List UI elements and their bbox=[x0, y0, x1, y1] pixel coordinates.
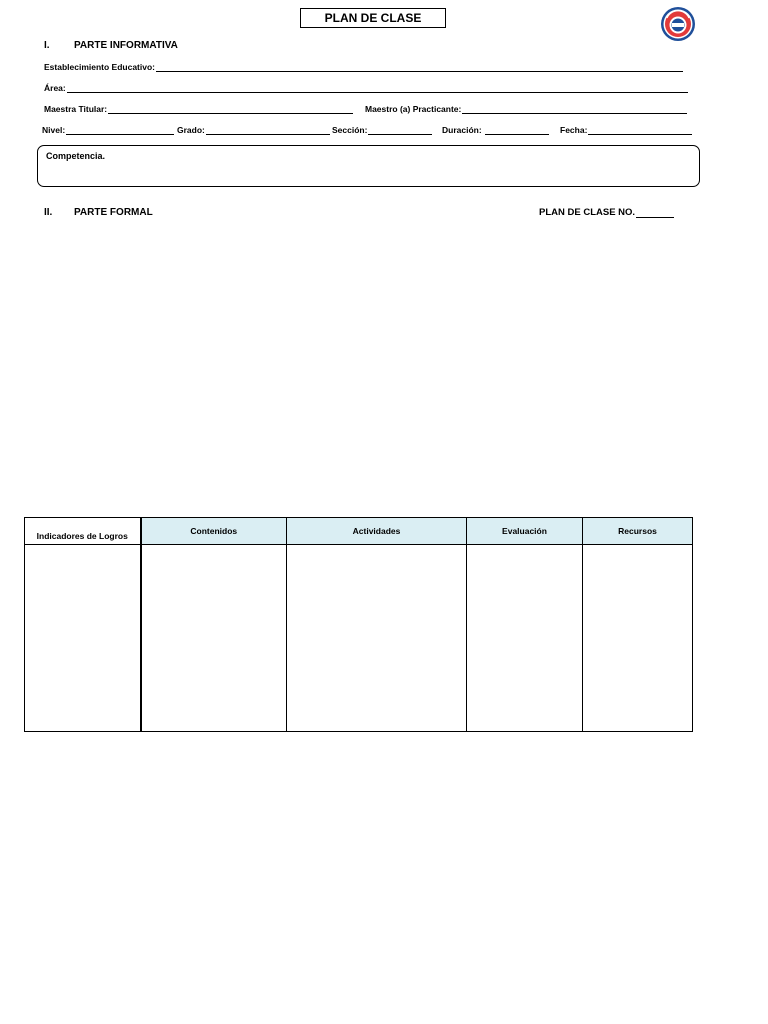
col-header-contenidos: Contenidos bbox=[141, 518, 287, 545]
field-establecimiento bbox=[44, 62, 683, 72]
cell-evaluacion[interactable] bbox=[467, 545, 583, 732]
col-header-indicadores: Indicadores de Logros bbox=[25, 518, 141, 545]
section-numeral-2: II. bbox=[44, 207, 53, 218]
field-seccion-label: Sección: bbox=[332, 125, 368, 135]
field-establecimiento-line[interactable] bbox=[156, 63, 683, 72]
field-nivel-label: Nivel: bbox=[42, 125, 66, 135]
field-maestra-titular bbox=[44, 104, 353, 114]
competencia-box[interactable] bbox=[37, 145, 700, 187]
plan-number-line[interactable] bbox=[636, 207, 674, 218]
field-maestro-practicante-label: Maestro (a) Practicante: bbox=[365, 104, 462, 114]
plan-table-header-row bbox=[25, 518, 693, 545]
cell-actividades[interactable] bbox=[287, 545, 467, 732]
col-header-recursos: Recursos bbox=[583, 518, 693, 545]
col-header-actividades: Actividades bbox=[287, 518, 467, 545]
competencia-label: Competencia. bbox=[46, 151, 106, 161]
field-nivel-line[interactable] bbox=[66, 126, 174, 135]
field-area-label: Área: bbox=[44, 83, 66, 93]
page-title: PLAN DE CLASE bbox=[300, 8, 446, 28]
field-grado-line[interactable] bbox=[206, 126, 330, 135]
field-grado bbox=[177, 125, 330, 135]
field-nivel bbox=[42, 125, 174, 135]
field-fecha bbox=[560, 125, 692, 135]
col-header-evaluacion: Evaluación bbox=[467, 518, 583, 545]
section-heading-informativa: PARTE INFORMATIVA bbox=[74, 40, 178, 51]
field-fecha-label: Fecha: bbox=[560, 125, 588, 135]
table-row bbox=[25, 545, 693, 732]
field-duracion-line[interactable] bbox=[485, 126, 549, 135]
school-seal-icon bbox=[660, 6, 696, 42]
field-area-line[interactable] bbox=[67, 84, 688, 93]
field-maestro-practicante bbox=[365, 104, 687, 114]
cell-indicadores[interactable] bbox=[25, 545, 141, 732]
cell-recursos[interactable] bbox=[583, 545, 693, 732]
field-maestra-titular-line[interactable] bbox=[108, 105, 353, 114]
field-area bbox=[44, 83, 688, 93]
section-numeral-1: I. bbox=[44, 40, 50, 51]
field-maestra-titular-label: Maestra Titular: bbox=[44, 104, 108, 114]
field-duracion-label: Duración: bbox=[442, 125, 482, 135]
plan-table bbox=[24, 517, 693, 732]
field-maestro-practicante-line[interactable] bbox=[462, 105, 687, 114]
field-seccion-line[interactable] bbox=[368, 126, 432, 135]
field-duracion bbox=[442, 125, 549, 135]
field-establecimiento-label: Establecimiento Educativo: bbox=[44, 62, 155, 72]
section-heading-formal: PARTE FORMAL bbox=[74, 207, 153, 218]
cell-contenidos[interactable] bbox=[141, 545, 287, 732]
plan-number-label: PLAN DE CLASE NO. bbox=[539, 207, 636, 218]
field-grado-label: Grado: bbox=[177, 125, 205, 135]
field-fecha-line[interactable] bbox=[588, 126, 692, 135]
field-seccion bbox=[332, 125, 432, 135]
plan-number bbox=[539, 207, 674, 218]
